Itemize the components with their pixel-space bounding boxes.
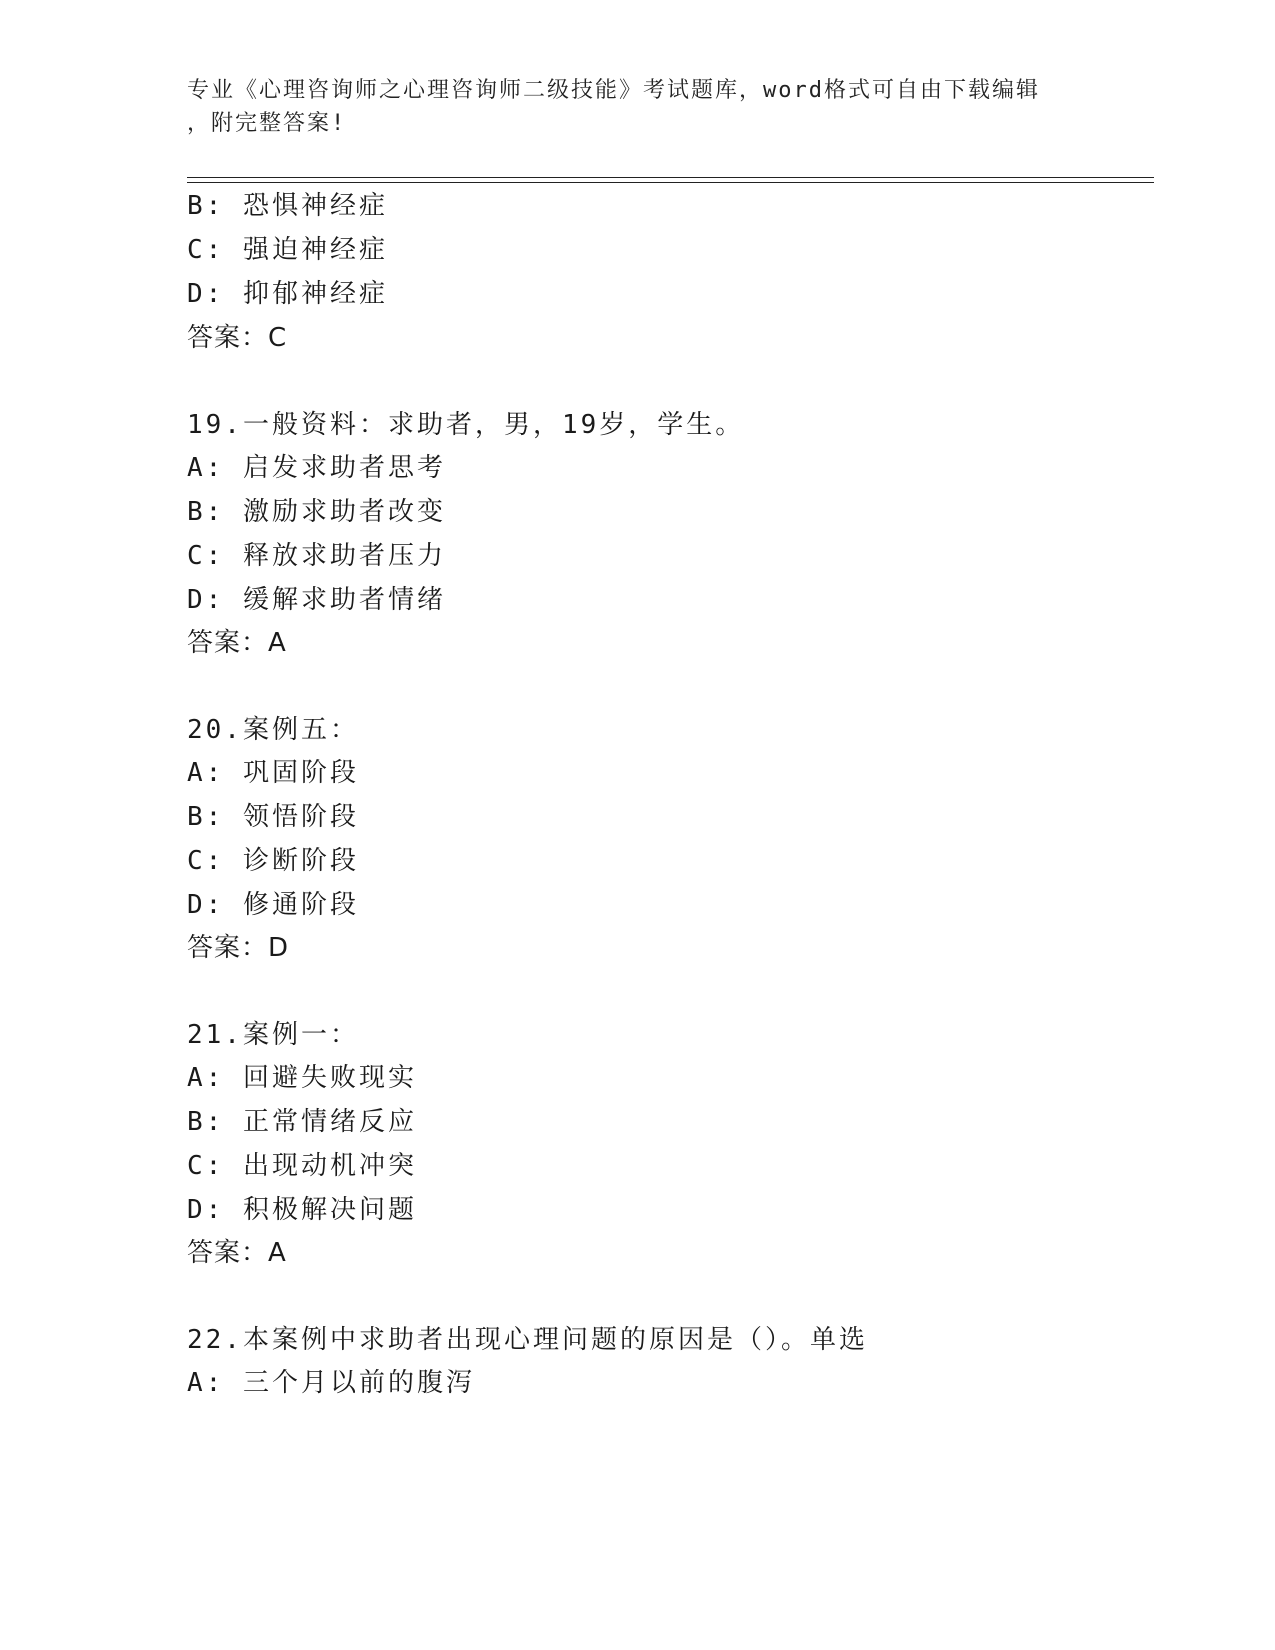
question-text: 21.案例一： [187,1020,359,1050]
option-line: C: 诊断阶段 [187,846,359,876]
option-line: B: 领悟阶段 [187,802,359,832]
answer-line: 答案：D [187,933,290,963]
option-line: B: 正常情绪反应 [187,1107,417,1137]
option-line: C: 强迫神经症 [187,235,388,265]
header-line-2: ，附完整答案! [187,111,347,136]
option-line: B: 恐惧神经症 [187,191,388,221]
option-line: A: 巩固阶段 [187,758,359,788]
option-line: C: 释放求助者压力 [187,541,446,571]
option-line: D: 缓解求助者情绪 [187,585,446,615]
question-text: 20.案例五： [187,715,359,745]
option-line: D: 积极解决问题 [187,1195,417,1225]
answer-line: 答案：A [187,1238,287,1268]
option-line: D: 抑郁神经症 [187,279,388,309]
option-line: B: 激励求助者改变 [187,497,446,527]
option-line: A: 三个月以前的腹泻 [187,1368,475,1398]
answer-line: 答案：A [187,628,287,658]
header-line-1: 专业《心理咨询师之心理咨询师二级技能》考试题库，word格式可自由下载编辑 [187,78,1040,103]
header-divider [187,182,1154,183]
option-line: A: 启发求助者思考 [187,453,446,483]
question-text: 22.本案例中求助者出现心理问题的原因是（）。单选 [187,1325,868,1355]
answer-line: 答案：C [187,323,288,353]
header-divider [187,177,1154,178]
option-line: A: 回避失败现实 [187,1063,417,1093]
document-header [187,74,1067,140]
option-line: C: 出现动机冲突 [187,1151,417,1181]
question-text: 19.一般资料：求助者，男，19岁，学生。 [187,410,745,440]
option-line: D: 修通阶段 [187,890,359,920]
